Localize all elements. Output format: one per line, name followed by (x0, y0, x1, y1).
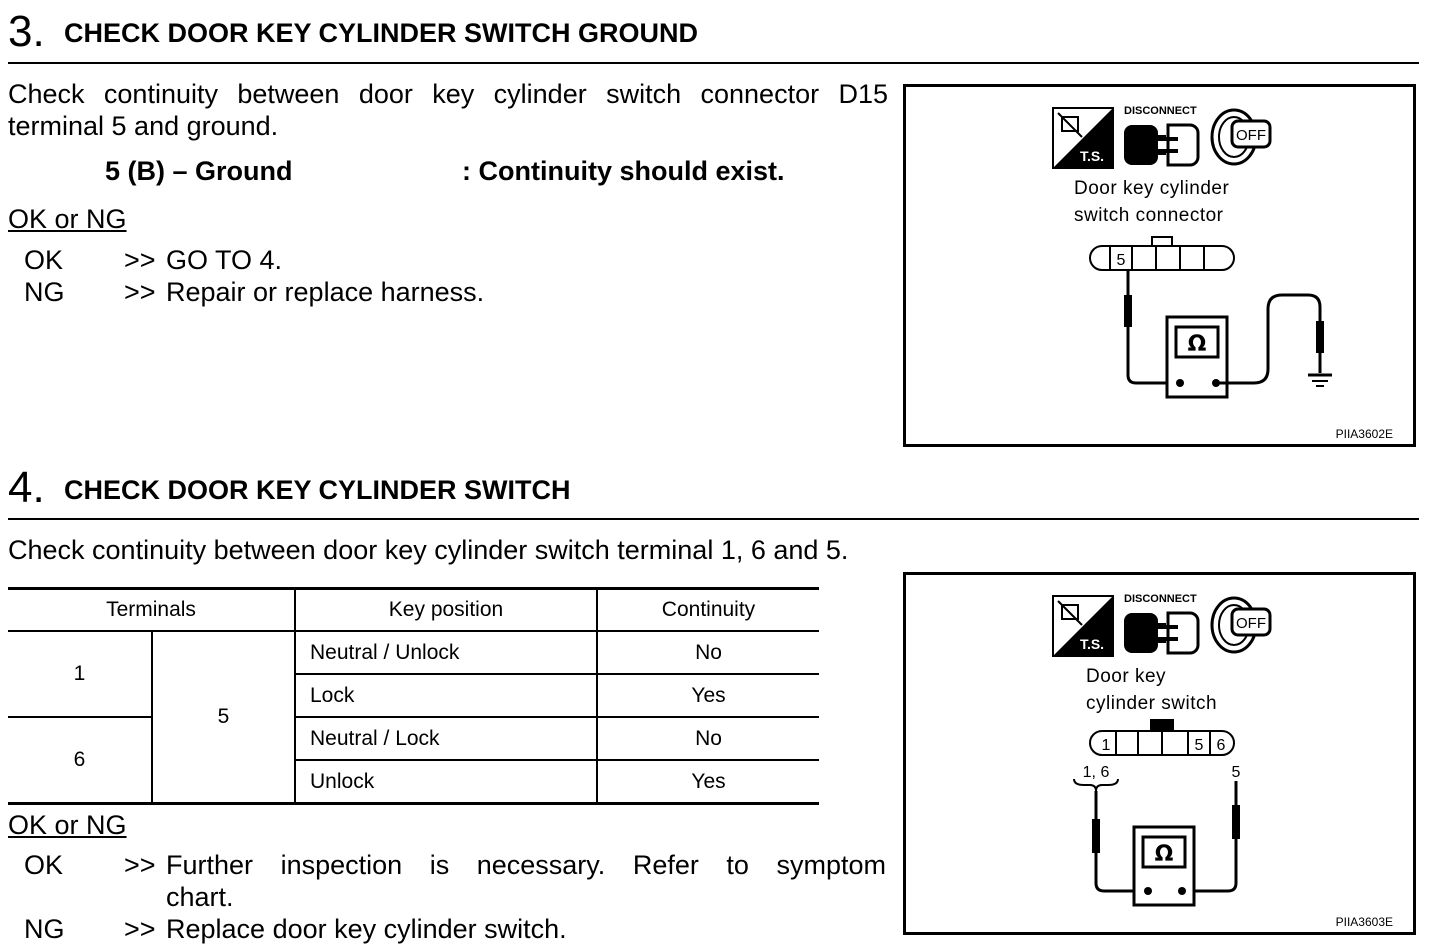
step4-figure-code: PIIA3603E (1335, 915, 1393, 929)
step4-wiring-diagram (906, 575, 1413, 932)
step4-number: 4. (8, 463, 45, 512)
continuity-cell: Yes (597, 760, 819, 803)
terminal-a-1: 1 (8, 631, 152, 717)
probe-left-label: 1, 6 (1082, 764, 1110, 781)
continuity-table (8, 589, 819, 804)
step3-result-ok-action: GO TO 4. (166, 245, 283, 275)
ts-label: T.S. (1079, 148, 1105, 164)
header-key-position: Key position (295, 589, 597, 631)
step4-ok-ng-label: OK or NG (8, 810, 127, 840)
header-continuity: Continuity (597, 589, 819, 631)
step3-figure-caption-line2: switch connector (1074, 205, 1224, 226)
step4-title: CHECK DOOR KEY CYLINDER SWITCH (64, 475, 571, 505)
off-label: OFF (1236, 615, 1266, 632)
continuity-cell: No (597, 631, 819, 674)
ohm-symbol: Ω (1187, 332, 1207, 357)
ts-label: T.S. (1079, 636, 1105, 652)
step4-result-ok-arrow: >> (124, 850, 156, 880)
step3-divider (8, 62, 1419, 64)
step3-result-ng-action: Repair or replace harness. (166, 277, 485, 307)
terminal-b: 5 (152, 631, 295, 803)
step3-instruction-line2: terminal 5 and ground. (8, 111, 279, 141)
step3-figure (903, 84, 1416, 447)
key-position-cell: Unlock (295, 760, 597, 803)
header-terminals: Terminals (8, 589, 295, 631)
table-row (8, 631, 819, 674)
step4-divider (8, 518, 1419, 520)
terminal-a-6: 6 (8, 717, 152, 803)
key-position-cell: Neutral / Lock (295, 717, 597, 760)
step3-number: 3. (8, 7, 45, 56)
terminal-6-label: 6 (1216, 737, 1226, 754)
disconnect-label: DISCONNECT (1124, 105, 1197, 117)
continuity-cell: No (597, 717, 819, 760)
step3-spec-terminal: 5 (B) – Ground (105, 156, 293, 186)
step3-title: CHECK DOOR KEY CYLINDER SWITCH GROUND (64, 18, 699, 48)
ohm-symbol: Ω (1154, 842, 1174, 867)
step3-result-ng-arrow: >> (124, 277, 156, 307)
step4-result-ng-action: Replace door key cylinder switch. (166, 914, 567, 944)
table-bottom-rule (8, 802, 819, 805)
terminal-5-label: 5 (1194, 737, 1204, 754)
key-position-cell: Neutral / Unlock (295, 631, 597, 674)
step3-figure-code: PIIA3602E (1335, 427, 1393, 441)
step3-wiring-diagram (906, 87, 1413, 444)
probe-right-label: 5 (1231, 764, 1241, 781)
key-position-cell: Lock (295, 674, 597, 717)
key-cylinder-connector (1090, 719, 1234, 755)
disconnect-label: DISCONNECT (1124, 593, 1197, 605)
terminal-1-label: 1 (1101, 737, 1111, 754)
step3-result-ok-status: OK (24, 245, 64, 275)
step4-result-ok-status: OK (24, 850, 64, 880)
step3-figure-caption-line1: Door key cylinder (1074, 178, 1230, 199)
step4-figure-caption-line1: Door key (1086, 666, 1167, 687)
step4-result-ok-action-line1: Further inspection is necessary. Refer to symptom (166, 850, 886, 880)
step4-figure-caption-line2: cylinder switch (1086, 693, 1218, 714)
table-row (8, 717, 819, 760)
step4-result-ok-action-line2: chart. (166, 882, 234, 912)
connector-d15 (1090, 237, 1234, 270)
step4-result-ng-arrow: >> (124, 914, 156, 944)
terminal-5-label: 5 (1116, 252, 1126, 269)
step4-instruction: Check continuity between door key cylinder switch terminal 1, 6 and 5. (8, 535, 849, 565)
step3-instruction-line1: Check continuity between door key cylinder switch connector D15 (8, 79, 888, 109)
continuity-cell: Yes (597, 674, 819, 717)
step3-result-ng-status: NG (24, 277, 65, 307)
step3-spec-result: : Continuity should exist. (462, 156, 785, 186)
step3-ok-ng-label: OK or NG (8, 204, 127, 234)
step4-figure (903, 572, 1416, 935)
table-header-row (8, 589, 819, 631)
step4-result-ng-status: NG (24, 914, 65, 944)
off-label: OFF (1236, 127, 1266, 144)
step3-result-ok-arrow: >> (124, 245, 156, 275)
ground-symbol (1308, 375, 1332, 386)
